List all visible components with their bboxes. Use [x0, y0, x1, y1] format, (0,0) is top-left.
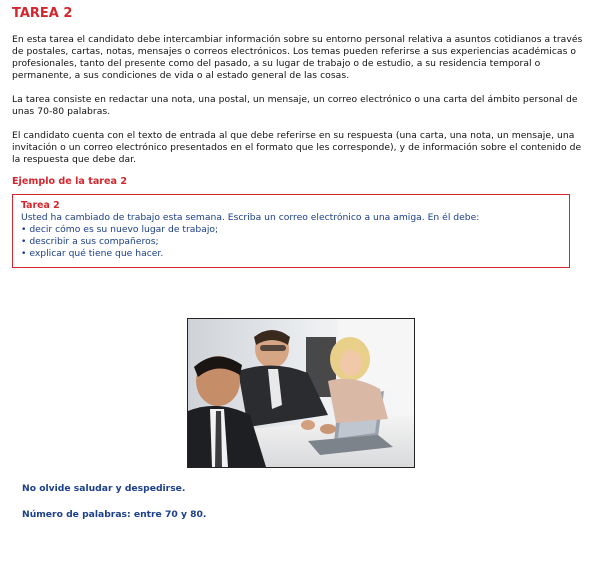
office-photo-illustration — [188, 319, 414, 467]
note-greeting: No olvide saludar y despedirse. — [22, 483, 186, 494]
intro-paragraph-3: El candidato cuenta con el texto de entrada al que debe referirse en su respuesta (una carta, una nota, un mensaje, una invitación o un correo electrónico presentados en el formato que les corresponde), y de información sobre el contenido de la respuesta que debe dar. — [12, 130, 582, 165]
example-box — [12, 194, 570, 268]
example-instruction: Usted ha cambiado de trabajo esta semana. Escriba un correo electrónico a una amiga. En él debe: — [21, 212, 480, 223]
example-bullet-2: • describir a sus compañeros; — [21, 236, 159, 247]
intro-paragraph-2: La tarea consiste en redactar una nota, una postal, un mensaje, un correo electrónico o una carta del ámbito personal de unas 70-80 palabras. — [12, 94, 578, 117]
example-bullet-1: • decir cómo es su nuevo lugar de trabajo; — [21, 224, 219, 235]
document-page — [12, 6, 588, 268]
example-heading: Ejemplo de la tarea 2 — [12, 176, 128, 187]
note-word-count: Número de palabras: entre 70 y 80. — [22, 509, 207, 520]
page-title: TAREA 2 — [12, 6, 73, 21]
example-title: Tarea 2 — [21, 200, 60, 211]
office-photo — [187, 318, 415, 468]
example-bullet-3: • explicar qué tiene que hacer. — [21, 248, 164, 259]
intro-paragraph-1: En esta tarea el candidato debe intercambiar información sobre su entorno personal relativa a asuntos cotidianos a través de postales, cartas, notas, mensajes o correos electrónicos. Los temas pueden referirse a sus experiencias académicas o profesionales, tanto del presente como del pasado, a su lugar de trabajo o de estudio, a su residencia temporal o permanente, a sus condiciones de vida o al estado general de las cosas. — [12, 34, 583, 81]
